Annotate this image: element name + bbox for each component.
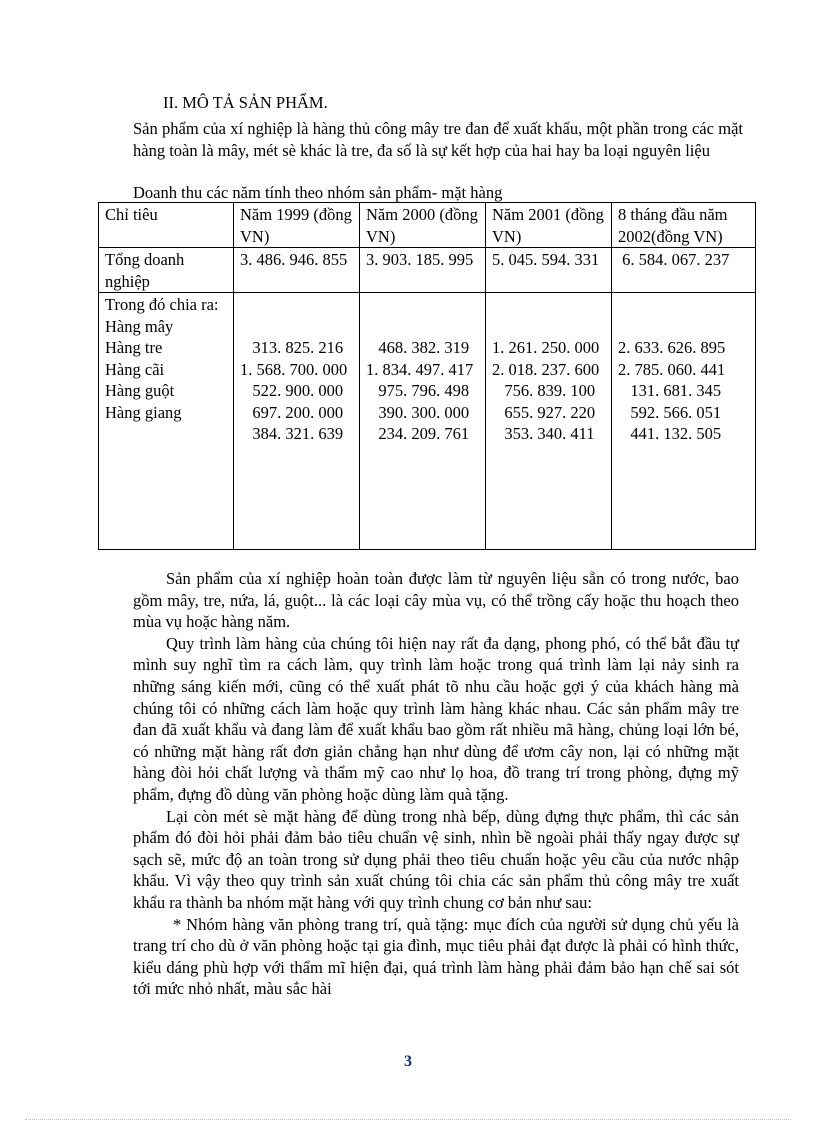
breakdown-item: Hàng giang xyxy=(105,402,182,422)
table-cell-value: 3. 903. 185. 995 xyxy=(360,248,486,293)
table-cell-label: Tổng doanh nghiệp xyxy=(99,248,234,293)
paragraph: Sản phẩm của xí nghiệp hoàn toàn được làm từ nguyên liệu sẵn có trong nước, bao gồm mây, tre, nứa, lá, guột... là các loại cây mùa vụ, có thể trồng cấy hoặc thu hoạch theo mùa vụ hoặc hàng năm. xyxy=(133,569,739,632)
breakdown-item: Hàng tre xyxy=(105,338,163,357)
table-header-cell: 8 tháng đầu năm 2002(đồng VN) xyxy=(612,203,756,248)
table-header-cell: Năm 1999 (đồng VN) xyxy=(234,203,360,248)
breakdown-item: Hàng cãi xyxy=(105,359,165,379)
paragraph: * Nhóm hàng văn phòng trang trí, quà tặng: mục đích của người sử dụng chủ yếu là trang trí cho dù ở văn phòng hoặc tại gia đình, mục tiêu phải đạt được là phải có hình thức, kiểu dáng phù hợp với thẩm mĩ hiện đại, quá trình làm hàng phải đảm bảo hạn chế sai sót tới mức nhỏ nhất, màu sắc hài xyxy=(133,914,739,999)
paragraph: Quy trình làm hàng của chúng tôi hiện nay rất đa dạng, phong phó, có thể bắt đầu tự mình suy nghĩ tìm ra cách làm, quy trình làm hoặc trong quá trình làm lại nảy sinh ra những sáng kiến mới, cũng có thể xuất phát tõ nhu cầu hoặc gợi ý của khách hàng mà chúng tôi có những cách làm hoặc quy trình làm hàng khác nhau. Các sản phẩm mây tre đan đã xuất khẩu và đang làm để xuất khẩu bao gồm rất nhiều mã hàng, chủng loại lớn bé, có những mặt hàng rất đơn giản chẳng hạn như dùng để ươm cây non, lại có những mặt hàng đòi hỏi chất lượng và thẩm mỹ cao như lọ hoa, đồ trang trí trong phòng, đựng mỹ phẩm, đựng đồ dùng văn phòng hoặc dùng làm quà tặng. xyxy=(133,633,739,804)
paragraph: Lại còn mét sè mặt hàng để dùng trong nhà bếp, dùng đựng thực phẩm, thì các sản phẩm đó đòi hỏi phải đảm bảo tiêu chuẩn vệ sinh, nhìn bề ngoài phải thấy ngay được sự sạch sẽ, mức độ an toàn trong sử dụng phải theo tiêu chuẩn hoặc yêu cầu của nước nhập khẩu. Vì vậy theo quy trình sản xuất chúng tôi chia các sản phẩm thủ công mây tre xuất khẩu ra thành ba nhóm mặt hàng với quy trình chung cơ bản như sau: xyxy=(133,806,739,912)
page-number: 3 xyxy=(404,1053,412,1070)
intro-text: Sản phẩm của xí nghiệp là hàng thủ công mây tre đan để xuất khẩu, một phần trong các mặt hàng toàn là mây, mét sè khác là tre, đa số là sự kết hợp của hai hay ba loại nguyên liệu xyxy=(133,119,743,160)
breakdown-label: Trong đó chia ra: xyxy=(105,295,219,314)
table-cell-breakdown-values: 1. 261. 250. 000 2. 018. 237. 600 756. 839. 100 655. 927. 220 353. 340. 411 xyxy=(486,293,612,550)
table-header-cell: Năm 2000 (đồng VN) xyxy=(360,203,486,248)
footer-divider xyxy=(25,1119,791,1120)
revenue-table xyxy=(98,202,756,550)
intro-paragraph xyxy=(133,118,743,161)
breakdown-item: Hàng guột xyxy=(105,381,175,400)
table-header-row xyxy=(99,203,756,248)
table-cell-breakdown-labels xyxy=(99,293,234,550)
table-header-cell: Chỉ tiêu xyxy=(99,203,234,248)
table-cell-breakdown-values: 313. 825. 216 1. 568. 700. 000 522. 900. 000 697. 200. 000 384. 321. 639 xyxy=(234,293,360,550)
section-heading: II. MÔ TẢ SẢN PHẨM. xyxy=(163,93,328,112)
table-caption: Doanh thu các năm tính theo nhóm sản phẩm- mặt hàng xyxy=(133,183,503,202)
table-row-total xyxy=(99,248,756,293)
table-cell-breakdown-values: 468. 382. 319 1. 834. 497. 417 975. 796. 498 390. 300. 000 234. 209. 761 xyxy=(360,293,486,550)
table-cell-value: 5. 045. 594. 331 xyxy=(486,248,612,293)
table-row-breakdown xyxy=(99,293,756,550)
table-cell-breakdown-values: 2. 633. 626. 895 2. 785. 060. 441 131. 681. 345 592. 566. 051 441. 132. 505 xyxy=(612,293,756,550)
table-cell-value: 6. 584. 067. 237 xyxy=(612,248,756,293)
table-header-cell: Năm 2001 (đồng VN) xyxy=(486,203,612,248)
body-text xyxy=(133,568,739,1000)
breakdown-item: Hàng mây xyxy=(105,316,174,336)
table-cell-value: 3. 486. 946. 855 xyxy=(234,248,360,293)
